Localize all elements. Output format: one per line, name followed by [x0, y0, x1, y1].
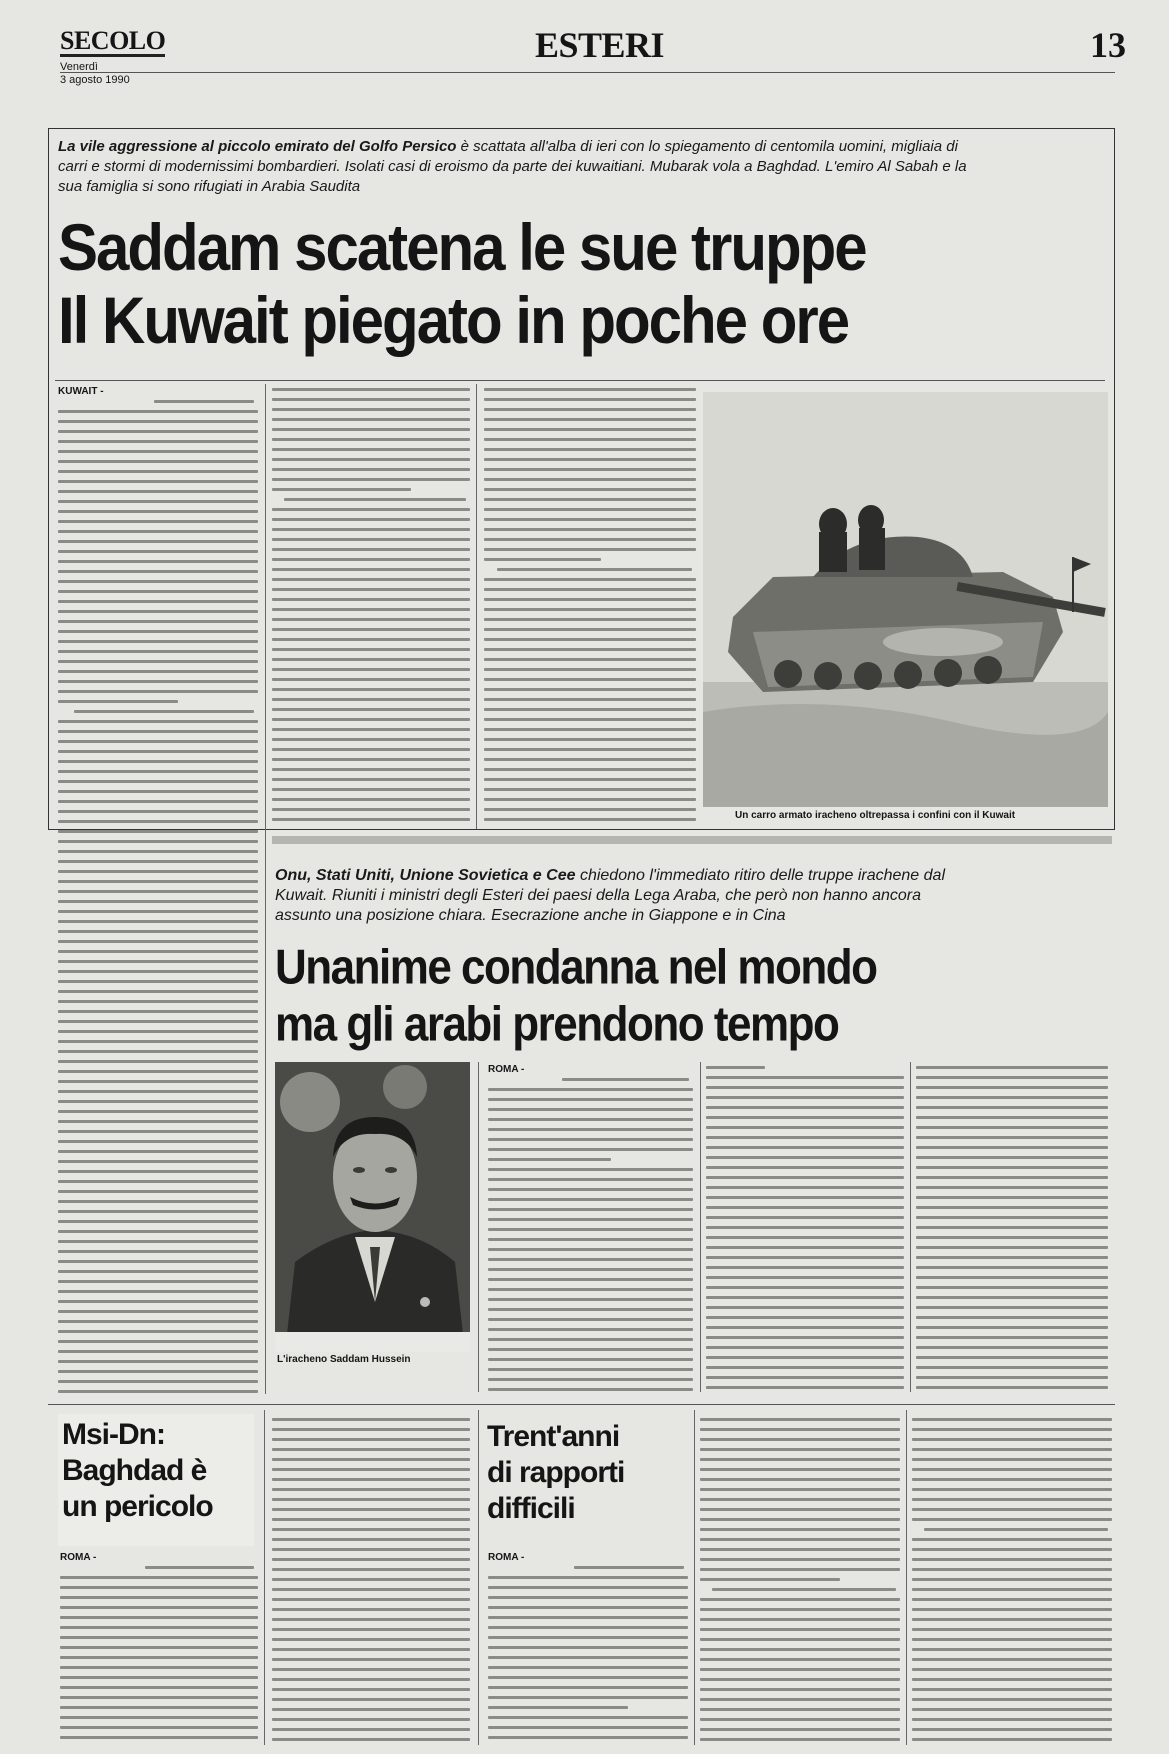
lead-column-2-text	[272, 388, 470, 828]
msi-headline-2: Baghdad è	[62, 1454, 207, 1487]
second-column-2-text	[706, 1066, 904, 1393]
msi-dateline: ROMA -	[60, 1552, 97, 1563]
column-divider	[478, 1410, 479, 1745]
lead-kicker-text: è scattata all'alba di ieri con lo spiegamento di centomila uomini, migliaia di carri e stormi di modernissimi bombardieri. Isolati casi di eroismo da parte dei kuwaitiani. Mubarak vola a Baghdad. L'emiro Al Sabah e la sua famiglia si sono rifugiati in Arabia Saudita	[58, 138, 967, 195]
lead-kicker	[58, 137, 978, 197]
saddam-photo-caption: L'iracheno Saddam Hussein	[277, 1354, 411, 1365]
second-column-1-text	[488, 1078, 693, 1393]
newspaper-logo: SECOLO	[60, 26, 166, 55]
column-divider	[264, 1410, 265, 1745]
tank-photo-caption: Un carro armato iracheno oltrepassa i confini con il Kuwait	[735, 810, 1016, 821]
tank-illustration	[703, 392, 1108, 807]
msi-column-1-text	[60, 1566, 258, 1746]
column-divider	[700, 1062, 701, 1392]
column-divider	[910, 1062, 911, 1392]
tank-photo	[703, 392, 1108, 807]
column-divider	[694, 1410, 695, 1745]
trentanni-dateline: ROMA -	[488, 1552, 525, 1563]
second-kicker-text: chiedono l'immediato ritiro delle truppe irachene dal Kuwait. Riuniti i ministri degli Esteri dei paesi della Lega Araba, che però non hanno ancora assunto una posizione chiara. Esecrazione anche in Giappone e in Cina	[275, 867, 945, 924]
trentanni-column-1-text	[488, 1566, 688, 1746]
lead-kicker-bold: La vile aggressione al piccolo emirato del Golfo Persico	[58, 138, 457, 155]
lead-headline-2: Il Kuwait piegato in poche ore	[58, 283, 849, 358]
second-kicker-bold: Onu, Stati Uniti, Unione Sovietica e Cee	[275, 867, 576, 884]
second-headline-1: Unanime condanna nel mondo	[275, 939, 877, 995]
issue-day: Venerdì	[60, 61, 98, 73]
second-column-3-text	[916, 1066, 1108, 1393]
second-kicker	[275, 866, 965, 926]
masthead-rule	[60, 72, 1115, 73]
trentanni-headline-3: difficili	[487, 1492, 575, 1525]
saddam-photo	[275, 1062, 470, 1352]
trentanni-column-3-text	[912, 1418, 1112, 1748]
column-divider	[476, 384, 477, 829]
lead-dateline: KUWAIT -	[58, 386, 104, 397]
column-divider	[265, 384, 266, 1394]
lead-column-3-text	[484, 388, 696, 828]
section-title: ESTERI	[535, 25, 665, 65]
column-divider	[478, 1062, 479, 1392]
trentanni-headline-1: Trent'anni	[487, 1420, 620, 1453]
masthead-left	[60, 28, 165, 87]
second-headline-2: ma gli arabi prendono tempo	[275, 996, 839, 1052]
msi-column-2-text	[272, 1418, 470, 1748]
issue-date: 3 agosto 1990	[60, 74, 130, 86]
page-number: 13	[1090, 25, 1126, 65]
msi-headline-3: un pericolo	[62, 1490, 213, 1523]
section-separator	[272, 836, 1112, 844]
portrait-illustration	[275, 1062, 470, 1352]
trentanni-column-2-text	[700, 1418, 900, 1748]
trentanni-headline-2: di rapporti	[487, 1456, 625, 1489]
column-divider	[906, 1410, 907, 1745]
lead-headline-rule	[55, 380, 1105, 381]
lead-column-1-text	[58, 400, 258, 1395]
msi-headline-1: Msi-Dn:	[62, 1418, 165, 1451]
lead-headline-1: Saddam scatena le sue truppe	[58, 210, 866, 285]
bottom-section-rule	[48, 1404, 1115, 1405]
second-dateline: ROMA -	[488, 1064, 525, 1075]
